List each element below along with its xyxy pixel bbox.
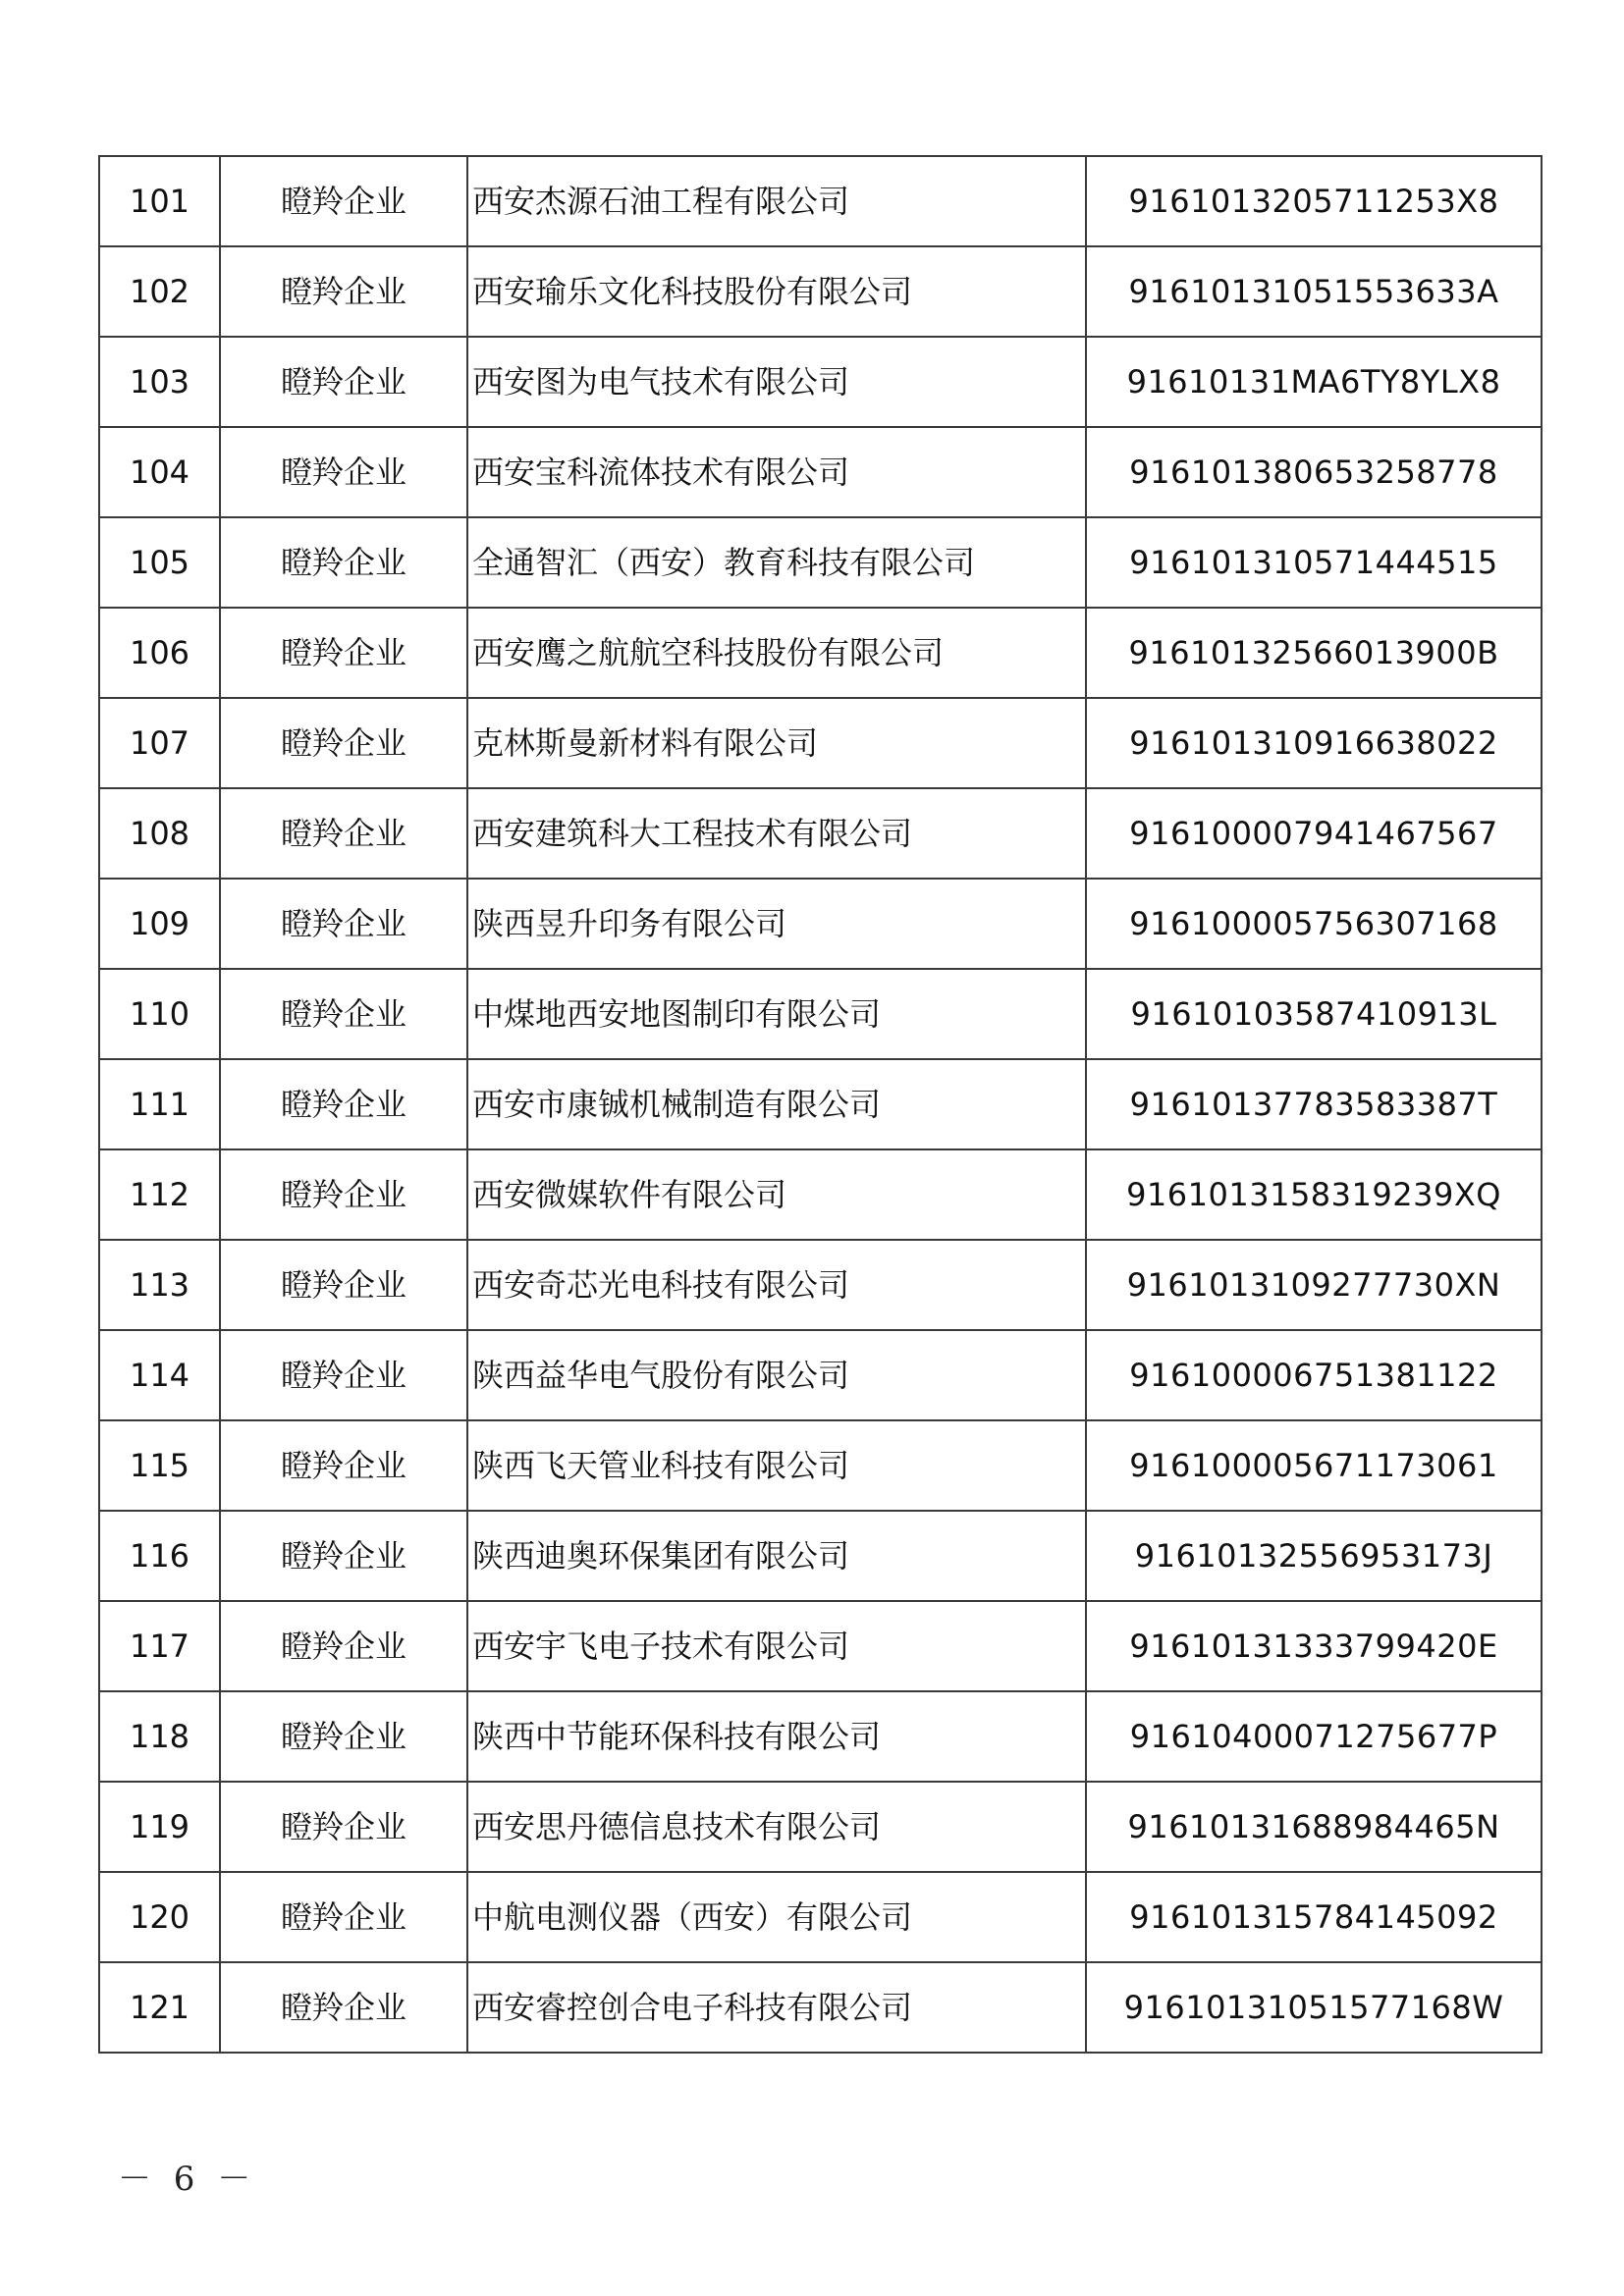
credit-code: 91610132566013900B bbox=[1086, 608, 1542, 698]
table-row bbox=[99, 1872, 1542, 1962]
enterprise-type: 瞪羚企业 bbox=[220, 879, 467, 969]
credit-code: 916100005756307168 bbox=[1086, 879, 1542, 969]
company-name: 西安思丹德信息技术有限公司 bbox=[467, 1782, 1086, 1872]
table-row bbox=[99, 1691, 1542, 1782]
company-name: 陕西益华电气股份有限公司 bbox=[467, 1330, 1086, 1420]
row-index: 113 bbox=[99, 1240, 220, 1330]
row-index: 105 bbox=[99, 517, 220, 608]
company-name: 西安奇芯光电科技有限公司 bbox=[467, 1240, 1086, 1330]
enterprise-type: 瞪羚企业 bbox=[220, 698, 467, 788]
table-row bbox=[99, 246, 1542, 337]
enterprise-type: 瞪羚企业 bbox=[220, 1420, 467, 1511]
credit-code: 91610131MA6TY8YLX8 bbox=[1086, 337, 1542, 427]
credit-code: 916100006751381122 bbox=[1086, 1330, 1542, 1420]
company-name: 克林斯曼新材料有限公司 bbox=[467, 698, 1086, 788]
row-index: 119 bbox=[99, 1782, 220, 1872]
row-index: 106 bbox=[99, 608, 220, 698]
credit-code: 91610131333799420E bbox=[1086, 1601, 1542, 1691]
row-index: 104 bbox=[99, 427, 220, 517]
row-index: 116 bbox=[99, 1511, 220, 1601]
enterprise-type: 瞪羚企业 bbox=[220, 246, 467, 337]
enterprise-type: 瞪羚企业 bbox=[220, 156, 467, 246]
table-row bbox=[99, 698, 1542, 788]
company-name: 西安宇飞电子技术有限公司 bbox=[467, 1601, 1086, 1691]
row-index: 115 bbox=[99, 1420, 220, 1511]
company-name: 中煤地西安地图制印有限公司 bbox=[467, 969, 1086, 1059]
credit-code: 9161013205711253X8 bbox=[1086, 156, 1542, 246]
table-row bbox=[99, 517, 1542, 608]
credit-code: 916100005671173061 bbox=[1086, 1420, 1542, 1511]
table-row bbox=[99, 1782, 1542, 1872]
row-index: 117 bbox=[99, 1601, 220, 1691]
row-index: 114 bbox=[99, 1330, 220, 1420]
enterprise-type: 瞪羚企业 bbox=[220, 969, 467, 1059]
company-name: 西安图为电气技术有限公司 bbox=[467, 337, 1086, 427]
row-index: 111 bbox=[99, 1059, 220, 1149]
credit-code: 91610131688984465N bbox=[1086, 1782, 1542, 1872]
credit-code: 91610132556953173J bbox=[1086, 1511, 1542, 1601]
row-index: 120 bbox=[99, 1872, 220, 1962]
row-index: 110 bbox=[99, 969, 220, 1059]
credit-code: 91610103587410913L bbox=[1086, 969, 1542, 1059]
enterprise-type: 瞪羚企业 bbox=[220, 1330, 467, 1420]
row-index: 108 bbox=[99, 788, 220, 879]
table-row bbox=[99, 1059, 1542, 1149]
row-index: 107 bbox=[99, 698, 220, 788]
enterprise-type: 瞪羚企业 bbox=[220, 1872, 467, 1962]
enterprise-type: 瞪羚企业 bbox=[220, 1059, 467, 1149]
table-row bbox=[99, 879, 1542, 969]
company-name: 西安市康铖机械制造有限公司 bbox=[467, 1059, 1086, 1149]
table-row bbox=[99, 156, 1542, 246]
credit-code: 9161013109277730XN bbox=[1086, 1240, 1542, 1330]
company-name: 中航电测仪器（西安）有限公司 bbox=[467, 1872, 1086, 1962]
table-row bbox=[99, 1149, 1542, 1240]
table-row bbox=[99, 969, 1542, 1059]
enterprise-type: 瞪羚企业 bbox=[220, 1511, 467, 1601]
credit-code: 916100007941467567 bbox=[1086, 788, 1542, 879]
enterprise-type: 瞪羚企业 bbox=[220, 1782, 467, 1872]
row-index: 118 bbox=[99, 1691, 220, 1782]
company-name: 西安瑜乐文化科技股份有限公司 bbox=[467, 246, 1086, 337]
credit-code: 916101315784145092 bbox=[1086, 1872, 1542, 1962]
table-body bbox=[99, 156, 1542, 2053]
company-name: 西安鹰之航航空科技股份有限公司 bbox=[467, 608, 1086, 698]
credit-code: 916101310916638022 bbox=[1086, 698, 1542, 788]
company-name: 全通智汇（西安）教育科技有限公司 bbox=[467, 517, 1086, 608]
credit-code: 91610131051577168W bbox=[1086, 1962, 1542, 2053]
company-name: 陕西迪奥环保集团有限公司 bbox=[467, 1511, 1086, 1601]
company-name: 西安宝科流体技术有限公司 bbox=[467, 427, 1086, 517]
enterprise-type: 瞪羚企业 bbox=[220, 1601, 467, 1691]
row-index: 112 bbox=[99, 1149, 220, 1240]
row-index: 121 bbox=[99, 1962, 220, 2053]
enterprise-type: 瞪羚企业 bbox=[220, 788, 467, 879]
company-name: 西安建筑科大工程技术有限公司 bbox=[467, 788, 1086, 879]
table-row bbox=[99, 1511, 1542, 1601]
enterprise-type: 瞪羚企业 bbox=[220, 517, 467, 608]
enterprise-type: 瞪羚企业 bbox=[220, 1149, 467, 1240]
enterprise-type: 瞪羚企业 bbox=[220, 427, 467, 517]
company-name: 西安杰源石油工程有限公司 bbox=[467, 156, 1086, 246]
credit-code: 916101310571444515 bbox=[1086, 517, 1542, 608]
page-number: － 6 － bbox=[118, 2160, 257, 2199]
table-row bbox=[99, 788, 1542, 879]
table-row bbox=[99, 1330, 1542, 1420]
table-row bbox=[99, 427, 1542, 517]
credit-code: 91610131051553633A bbox=[1086, 246, 1542, 337]
enterprise-type: 瞪羚企业 bbox=[220, 1691, 467, 1782]
table-row bbox=[99, 1420, 1542, 1511]
enterprise-type: 瞪羚企业 bbox=[220, 1962, 467, 2053]
row-index: 101 bbox=[99, 156, 220, 246]
company-name: 西安睿控创合电子科技有限公司 bbox=[467, 1962, 1086, 2053]
company-name: 陕西昱升印务有限公司 bbox=[467, 879, 1086, 969]
table-row bbox=[99, 1962, 1542, 2053]
enterprise-type: 瞪羚企业 bbox=[220, 608, 467, 698]
credit-code: 9161013158319239XQ bbox=[1086, 1149, 1542, 1240]
company-name: 陕西飞天管业科技有限公司 bbox=[467, 1420, 1086, 1511]
row-index: 109 bbox=[99, 879, 220, 969]
table-row bbox=[99, 1601, 1542, 1691]
credit-code: 91610400071275677P bbox=[1086, 1691, 1542, 1782]
enterprise-type: 瞪羚企业 bbox=[220, 1240, 467, 1330]
enterprise-type: 瞪羚企业 bbox=[220, 337, 467, 427]
credit-code: 916101380653258778 bbox=[1086, 427, 1542, 517]
table-row bbox=[99, 337, 1542, 427]
table-row bbox=[99, 608, 1542, 698]
enterprise-list-table bbox=[98, 155, 1543, 2054]
company-name: 西安微媒软件有限公司 bbox=[467, 1149, 1086, 1240]
credit-code: 91610137783583387T bbox=[1086, 1059, 1542, 1149]
row-index: 102 bbox=[99, 246, 220, 337]
row-index: 103 bbox=[99, 337, 220, 427]
company-name: 陕西中节能环保科技有限公司 bbox=[467, 1691, 1086, 1782]
table-row bbox=[99, 1240, 1542, 1330]
